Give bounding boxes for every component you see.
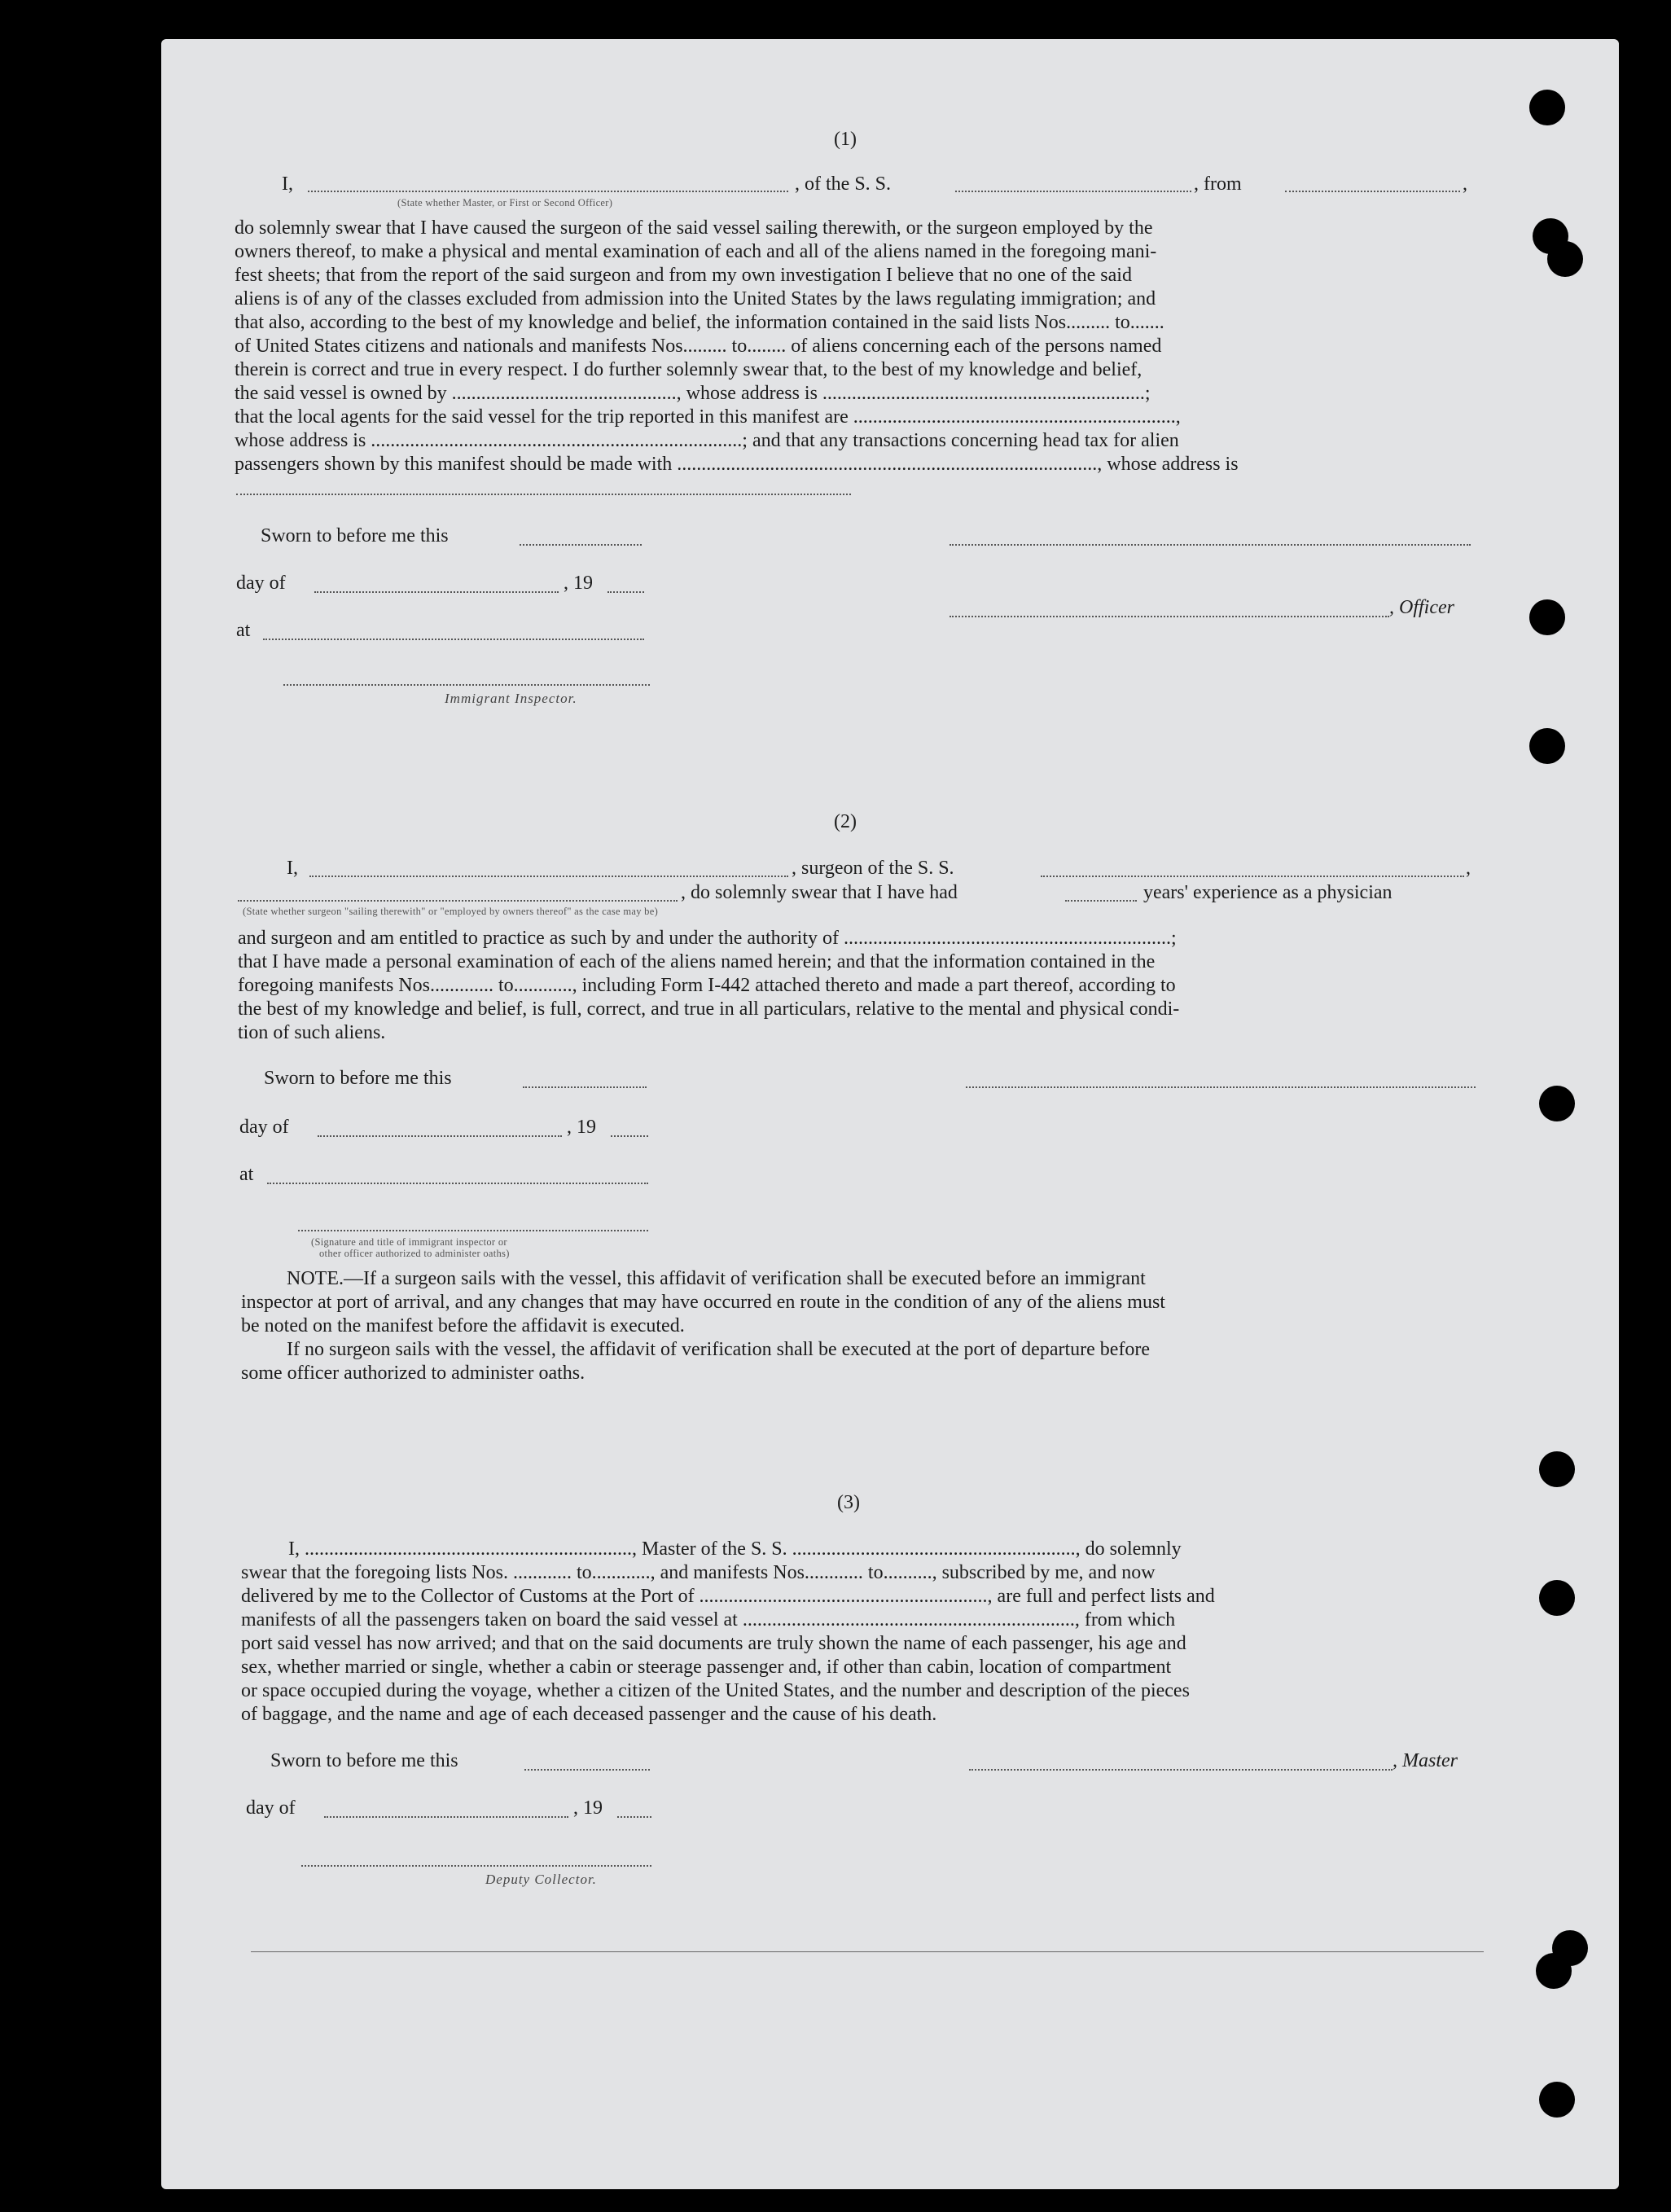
surgeon-status-field[interactable] [238,900,678,902]
officer-title-field[interactable] [308,191,788,192]
oath-body-line: I, ..................................................................., Master of the S. S. .........................................................., do solemnly [288,1538,1182,1560]
year-field[interactable] [617,1816,651,1818]
day-of-label: day of [246,1797,296,1819]
at-label: at [239,1164,254,1185]
note-line: inspector at port of arrival, and any changes that may have occurred en route in the condition of any of the aliens must [241,1292,1165,1313]
oath-body-line: delivered by me to the Collector of Customs at the Port of ..........................................................., are full and perfect lists and [241,1586,1215,1607]
month-field[interactable] [314,591,559,593]
note-line: NOTE.—If a surgeon sails with the vessel, this affidavit of verification shall be executed before an immigrant [287,1268,1146,1289]
oath-body-line: of United States citizens and nationals and manifests Nos......... to........ of aliens concerning each of the persons named [235,336,1162,357]
day-of-label: day of [239,1117,289,1138]
oath-body-line: that I have made a personal examination of each of the aliens named herein; and that the information contained in the [238,951,1156,972]
oath-body-line: the said vessel is owned by .............................................., whose address is ..................................................................; [235,383,1151,404]
note-line: some officer authorized to administer oaths. [241,1363,586,1384]
sworn-date-field[interactable] [524,1769,650,1771]
binder-hole [1539,1451,1575,1487]
deputy-signature-line[interactable] [301,1865,651,1867]
oath-body-line: fest sheets; that from the report of the said surgeon and from my own investigation I believe that no one of the said [235,265,1132,286]
oath-body-line: that the local agents for the said vessel for the trip reported in this manifest are .................................................................., [235,406,1181,428]
inspector-signature-line[interactable] [283,684,650,686]
officer-signature-line[interactable] [950,616,1389,617]
binder-hole [1539,1580,1575,1616]
oath-body-line: or space occupied during the voyage, whether a citizen of the United States, and the number and description of the pieces [241,1680,1190,1701]
oath-body-line: tion of such aliens. [238,1022,386,1043]
year-field[interactable] [611,1135,648,1137]
oath-body-line: and surgeon and am entitled to practice as such by and under the authority of ...................................................................; [238,928,1177,949]
comma: , [1466,858,1471,879]
oath-body-line: aliens is of any of the classes excluded from admission into the United States by the laws regulating immigration; and [235,288,1156,309]
surgeon-name-field[interactable] [309,876,788,877]
inspector-caption: Immigrant Inspector. [445,691,577,706]
note-line: be noted on the manifest before the affidavit is executed. [241,1315,685,1336]
comma: , [1463,173,1467,195]
master-signature-line[interactable] [969,1769,1392,1771]
binder-hole [1529,728,1565,764]
note-line: If no surgeon sails with the vessel, the affidavit of verification shall be executed at the port of departure before [287,1339,1151,1360]
oath-body-line: passengers shown by this manifest should be made with ......................................................................................, whose address is [235,454,1239,475]
port-from-field[interactable] [1285,191,1460,192]
binder-hole [1539,1086,1575,1121]
years-experience-field[interactable] [1065,900,1137,902]
label-from: , from [1194,173,1242,195]
day-of-label: day of [236,573,286,594]
field-caption: (State whether Master, or First or Second Officer) [397,197,613,208]
oath-body-line: of baggage, and the name and age of each deceased passenger and the cause of his death. [241,1704,937,1725]
field-caption: (State whether surgeon "sailing therewith" or "employed by owners thereof" as the case may be) [243,906,659,917]
signature-line[interactable] [950,544,1471,546]
section-number: (1) [834,129,857,150]
month-field[interactable] [318,1135,562,1137]
label-surgeon-of-ss: , surgeon of the S. S. [792,858,954,879]
oath-prefix: I, [282,173,293,195]
oath-body-line: foregoing manifests Nos............. to............, including Form I-442 attached thereto and made a part thereof, according to [238,975,1176,996]
deputy-caption: Deputy Collector. [485,1872,597,1887]
oath-body-line: swear that the foregoing lists Nos. ............ to............, and manifests Nos............ to.........., subscribed by me, and now [241,1562,1156,1583]
officer-label: , Officer [1389,597,1454,618]
vessel-name-field[interactable] [1041,876,1464,877]
place-field[interactable] [267,1183,648,1184]
form-page [161,39,1619,2189]
oath-text: , do solemnly swear that I have had [681,882,958,903]
oath-prefix: I, [287,858,298,879]
years-label: years' experience as a physician [1143,882,1392,903]
oath-body-line: do solemnly swear that I have caused the surgeon of the said vessel sailing therewith, or the surgeon employed by the [235,217,1153,239]
bottom-rule [251,1951,1484,1952]
section-number: (2) [834,811,857,832]
master-label: , Master [1392,1750,1458,1771]
year-label: , 19 [573,1797,603,1819]
signature-line[interactable] [966,1086,1476,1088]
address-field[interactable] [236,494,851,495]
sworn-label: Sworn to before me this [270,1750,458,1771]
signature-caption: other officer authorized to administer oaths) [319,1248,510,1259]
year-label: , 19 [564,573,593,594]
vessel-name-field[interactable] [955,191,1191,192]
oath-body-line: sex, whether married or single, whether a cabin or steerage passenger and, if other than cabin, location of compartment [241,1657,1172,1678]
sworn-label: Sworn to before me this [261,525,449,546]
oath-body-line: port said vessel has now arrived; and that on the said documents are truly shown the name of each passenger, his age and [241,1633,1186,1654]
year-field[interactable] [607,591,644,593]
oath-body-line: whose address is ............................................................................; and that any transactions concerning head tax for alien [235,430,1179,451]
binder-hole [1529,90,1565,125]
section-number: (3) [837,1492,860,1513]
year-label: , 19 [567,1117,596,1138]
binder-hole [1536,1953,1572,1989]
binder-hole [1529,599,1565,635]
binder-hole [1539,2082,1575,2118]
signature-caption: (Signature and title of immigrant inspector or [311,1236,507,1248]
oath-body-line: manifests of all the passengers taken on board the said vessel at ...................................................................., from which [241,1609,1176,1630]
oath-body-line: therein is correct and true in every respect. I do further solemnly swear that, to the best of my knowledge and belief, [235,359,1143,380]
sworn-date-field[interactable] [523,1086,647,1088]
place-field[interactable] [263,639,644,640]
oath-body-line: that also, according to the best of my knowledge and belief, the information contained in the said lists Nos......... to....... [235,312,1164,333]
label-of-ss: , of the S. S. [795,173,892,195]
sworn-date-field[interactable] [520,544,642,546]
binder-hole [1547,241,1583,277]
oath-body-line: the best of my knowledge and belief, is full, correct, and true in all particulars, relative to the mental and physical condi- [238,998,1180,1020]
oath-body-line: owners thereof, to make a physical and mental examination of each and all of the aliens named in the foregoing mani- [235,241,1157,262]
at-label: at [236,620,251,641]
inspector-signature-line[interactable] [298,1230,648,1231]
month-field[interactable] [324,1816,568,1818]
sworn-label: Sworn to before me this [264,1068,452,1089]
